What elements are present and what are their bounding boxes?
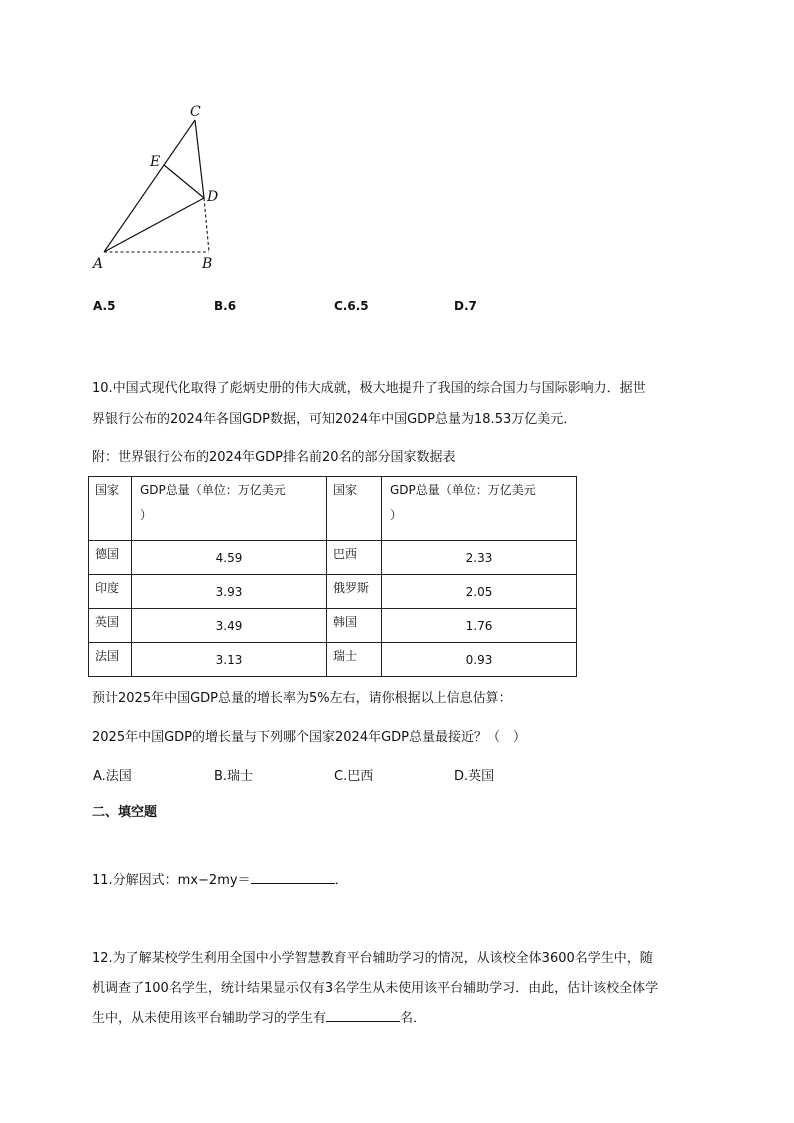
gdp-cell: 0.93 (382, 643, 577, 677)
gdp-cell: 2.05 (382, 575, 577, 609)
header-gdp-1-line2: ） (140, 508, 153, 522)
table-row (89, 609, 577, 643)
q11-answer-blank[interactable] (251, 871, 335, 884)
segment-ad (104, 198, 204, 252)
country-cell: 法国 (89, 643, 132, 677)
segment-db-dashed (204, 198, 209, 252)
gdp-cell: 3.93 (132, 575, 327, 609)
q10-line-2: 界银行公布的2024年各国GDP数据，可知2024年中国GDP总量为18.53万亿美元． (92, 412, 577, 427)
header-gdp-1 (132, 477, 327, 541)
q9-option-b: B.6 (214, 299, 237, 313)
q11-text: 11.分解因式：mx−2my＝ (92, 873, 251, 888)
table-row (89, 643, 577, 677)
q11-end: ． (334, 873, 348, 888)
gdp-cell: 3.49 (132, 609, 327, 643)
header-gdp-2-line2: ） (390, 508, 403, 522)
header-country-2: 国家 (327, 477, 382, 541)
header-gdp-2-line1: GDP总量（单位：万亿美元 (390, 483, 536, 497)
q10-option-b: B.瑞士 (214, 769, 254, 784)
country-cell: 俄罗斯 (327, 575, 382, 609)
table-row (89, 575, 577, 609)
q10-question: 2025年中国GDP的增长量与下列哪个国家2024年GDP总量最接近？（ ） (92, 730, 527, 745)
label-a: A (93, 256, 104, 272)
triangle-figure (88, 98, 228, 278)
q12-line-3 (92, 1007, 426, 1026)
q12-line-2: 机调查了100名学生，统计结果显示仅有3名学生从未使用该平台辅助学习．由此，估计该校全体学 (92, 981, 659, 996)
header-gdp-1-line1: GDP总量（单位：万亿美元 (140, 483, 286, 497)
side-ac (104, 120, 195, 252)
gdp-table (88, 476, 577, 677)
country-cell: 瑞士 (327, 643, 382, 677)
q10-appendix: 附：世界银行公布的2024年GDP排名前20名的部分国家数据表 (92, 450, 456, 465)
label-d: D (207, 189, 219, 205)
q12-answer-blank[interactable] (326, 1009, 400, 1022)
side-cd (195, 120, 204, 198)
q12-line-3-start: 生中，从未使用该平台辅助学习的学生有 (92, 1011, 327, 1026)
q9-option-a: A.5 (93, 299, 116, 313)
table-row (89, 541, 577, 575)
table-header-row (89, 477, 577, 541)
country-cell: 韩国 (327, 609, 382, 643)
gdp-cell: 3.13 (132, 643, 327, 677)
segment-ed (164, 165, 204, 198)
gdp-cell: 1.76 (382, 609, 577, 643)
label-e: E (150, 154, 161, 170)
q9-option-c: C.6.5 (334, 299, 369, 313)
q9-option-d: D.7 (454, 299, 477, 313)
header-gdp-2 (382, 477, 577, 541)
gdp-cell: 4.59 (132, 541, 327, 575)
q10-line-1: 10.中国式现代化取得了彪炳史册的伟大成就，极大地提升了我国的综合国力与国际影响力．据世 (92, 381, 646, 396)
q10-option-a: A.法国 (93, 769, 132, 784)
label-c: C (190, 104, 201, 120)
header-country-1: 国家 (89, 477, 132, 541)
country-cell: 德国 (89, 541, 132, 575)
q10-option-d: D.英国 (454, 769, 495, 784)
country-cell: 巴西 (327, 541, 382, 575)
country-cell: 英国 (89, 609, 132, 643)
q11-line (92, 869, 348, 888)
gdp-cell: 2.33 (382, 541, 577, 575)
country-cell: 印度 (89, 575, 132, 609)
label-b: B (202, 256, 213, 272)
section-title: 二、填空题 (92, 805, 158, 820)
q12-line-1: 12.为了解某校学生利用全国中小学智慧教育平台辅助学习的情况，从该校全体3600名学生中，随 (92, 951, 653, 966)
q10-estimate: 预计2025年中国GDP总量的增长率为5%左右，请你根据以上信息估算： (92, 691, 512, 706)
q10-option-c: C.巴西 (334, 769, 374, 784)
q12-line-3-end: 名． (400, 1011, 427, 1026)
